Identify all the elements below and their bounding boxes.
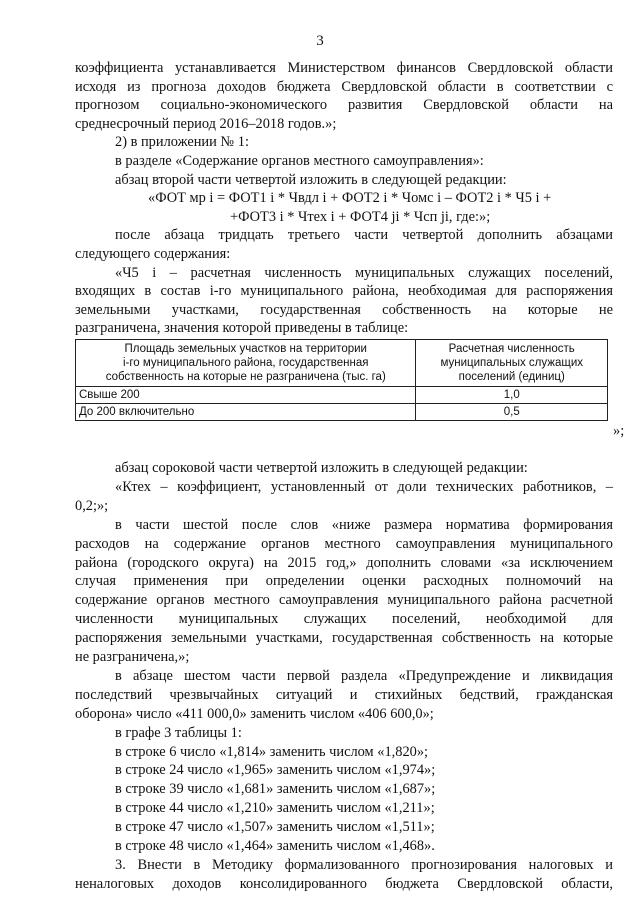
text-line: +ФОТ3 i * Чтех i + ФОТ4 ji * Чсп ji, где:»; [230,208,491,225]
text-line: разграничена, значения которой приведены в таблице: [75,320,409,337]
text-line: «Ч5 i – расчетная численность муниципальных служащих поселений, [115,264,613,281]
text-line: среднесрочный период 2016–2018 годов.»; [75,115,337,132]
text-line: численности муниципальных служащих поселений, необходимой для [75,611,613,628]
text-line: в строке 6 число «1,814» заменить числом «1,820»; [115,743,429,760]
text-line: в части шестой после слов «ниже размера норматива формирования [115,516,613,533]
table-header-count: Расчетная численность муниципальных служащих поселений (единиц) [416,340,608,387]
text-line: «ФОТ мр i = ФОТ1 i * Чвдл i + ФОТ2 i * Чомс i – ФОТ2 i * Ч5 i + [148,190,552,207]
table-cell-area: До 200 включительно [76,404,416,421]
text-line: прогнозом социально-экономического развития Свердловской области на [75,97,613,114]
text-line: в графе 3 таблицы 1: [115,724,242,741]
text-line: неналоговых доходов консолидированного бюджета Свердловской области, [75,875,613,892]
text-line: 0,2;»; [75,497,109,514]
text-line: «Ктех – коэффициент, установленный от доли технических работников, – [115,478,613,495]
text-line: в строке 39 число «1,681» заменить числом «1,687»; [115,781,436,798]
text-line: коэффициента устанавливается Министерством финансов Свердловской области [75,60,613,76]
text-line: в строке 47 число «1,507» заменить числом «1,511»; [115,819,435,836]
text-line: в строке 48 число «1,464» заменить числом «1,468». [115,838,435,854]
table-row [76,404,608,421]
text-line: исходя из прогноза доходов бюджета Свердловской области в соответствии с [75,78,613,95]
text-line: 3. Внести в Методику формализованного прогнозирования налоговых и [115,856,613,873]
table-cell-value: 1,0 [416,387,608,404]
text-line: 2) в приложении № 1: [115,134,249,151]
text-line: земельными участками, государственная собственность на которые не [75,301,613,318]
land-staff-table [75,339,608,421]
text-line: после абзаца тридцать третьего части четвертой дополнить абзацами [115,227,613,244]
text-line: входящих в состав i-го муниципального района, необходимая для распоряжения [75,283,613,300]
text-line: расходов на содержание органов местного самоуправления муниципального [75,535,613,552]
page-number: 3 [316,33,324,49]
table-header-row [76,340,608,387]
table-closing-quote: »; [613,423,625,439]
text-line: последствий чрезвычайных ситуаций и стихийных бедствий, гражданская [75,686,613,703]
text-line: в абзаце шестом части первой раздела «Предупреждение и ликвидация [115,667,613,684]
text-line: абзац второй части четвертой изложить в следующей редакции: [115,171,507,188]
text-line: в разделе «Содержание органов местного самоуправления»: [115,153,484,169]
table-header-area: Площадь земельных участков на территории i-го муниципального района, государственная собственность на которые не разграничена (тыс. га) [76,340,416,387]
text-line: не разграничена,»; [75,649,190,665]
text-line: района (городского округа) на 2015 год,» дополнить словами «за исключением [75,554,613,571]
text-line: следующего содержания: [75,246,231,262]
text-line: оборона» число «411 000,0» заменить числом «406 600,0»; [75,705,434,722]
table-cell-value: 0,5 [416,404,608,421]
text-line: абзац сороковой части четвертой изложить в следующей редакции: [115,460,528,476]
text-line: содержание органов местного самоуправления муниципального района расчетной [75,592,613,609]
text-line: распоряжения земельными участками, государственная собственность на которые [75,630,613,647]
text-line: в строке 44 число «1,210» заменить числом «1,211»; [115,800,435,817]
text-line: в строке 24 число «1,965» заменить числом «1,974»; [115,762,436,779]
table-row [76,387,608,404]
table-cell-area: Свыше 200 [76,387,416,404]
text-line: случая применения при определении оценки расходных полномочий на [75,573,613,590]
